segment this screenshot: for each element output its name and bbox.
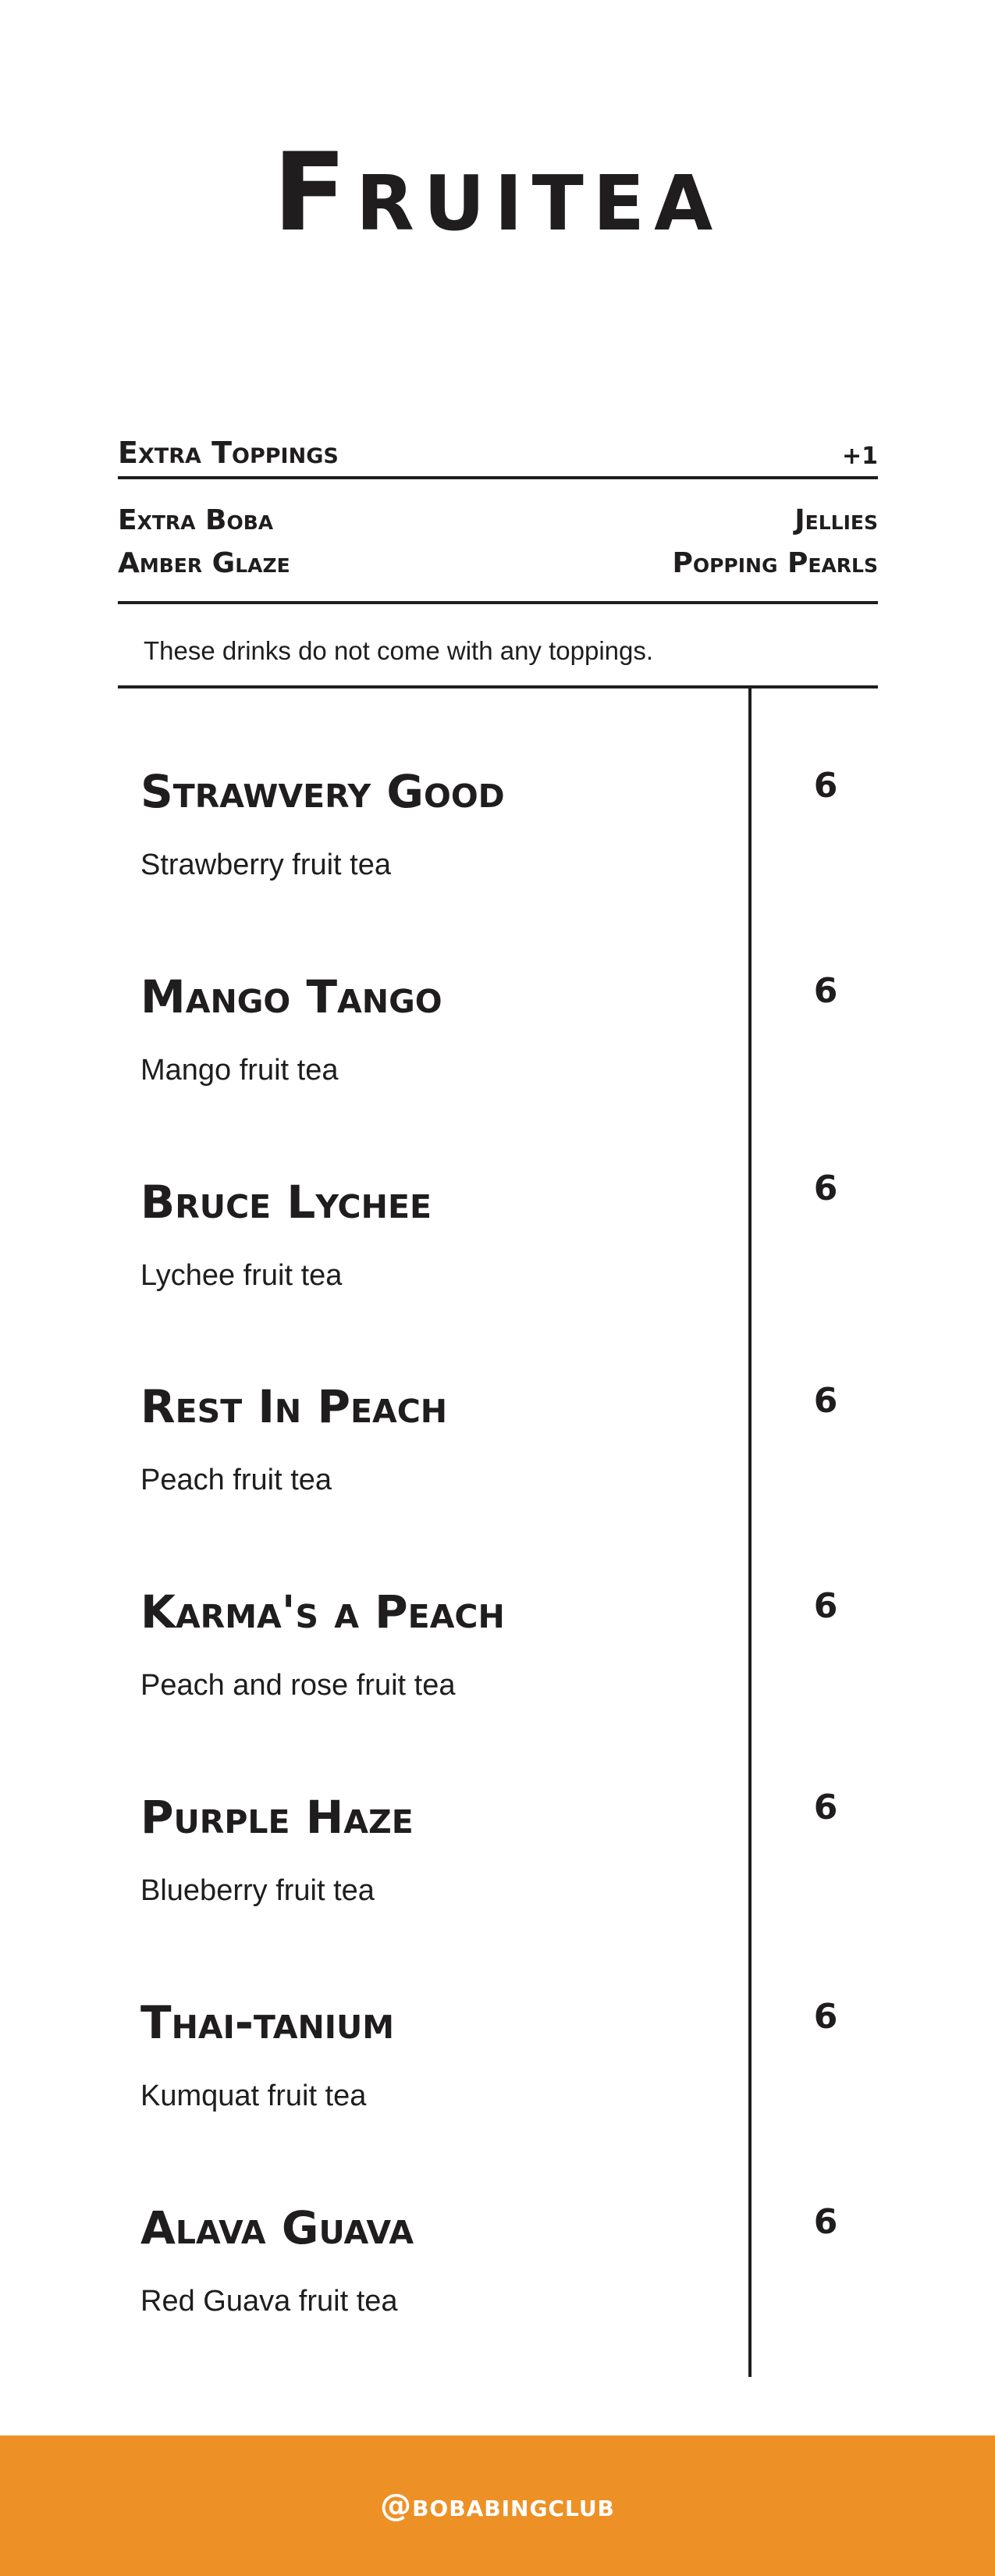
menu-item [140,2201,878,2361]
menu-item-description: Peach and rose fruit tea [140,1669,456,1702]
social-handle: @bobabingclub [380,2488,615,2524]
menu-item-name: Strawvery Good [140,765,505,818]
menu-item-description: Red Guava fruit tea [140,2285,398,2318]
menu-item-description: Strawberry fruit tea [140,849,391,881]
page-title: Fruitea [272,130,723,255]
toppings-header [118,437,878,479]
menu-item-name: Karma's a Peach [140,1585,505,1638]
menu-item-price: 6 [813,1586,838,1626]
topping-item: Popping Pearls [672,547,878,579]
menu-item [140,1169,878,1336]
menu-item-price: 6 [813,1997,838,2037]
topping-item: Jellies [794,504,878,536]
menu-item-description: Lychee fruit tea [140,1259,343,1292]
menu-item-price: 6 [813,971,838,1011]
menu-item-name: Mango Tango [140,970,442,1023]
menu-item-price: 6 [813,1169,838,1208]
footer-bar [0,2435,995,2576]
toppings-price: +1 [841,443,878,470]
menu-item-price: 6 [813,2202,838,2242]
toppings-note: These drinks do not come with any toppings. [118,618,878,688]
menu-item-description: Kumquat fruit tea [140,2080,367,2112]
topping-item: Extra Boba [118,504,274,536]
toppings-heading: Extra Toppings [118,436,339,470]
menu-item [140,1585,878,1745]
menu-item [140,1788,878,1951]
menu-item-name: Bruce Lychee [140,1176,432,1229]
topping-item: Amber Glaze [118,547,290,579]
menu-item-name: Purple Haze [140,1791,414,1844]
menu-item [140,765,878,925]
menu-item [140,1996,878,2156]
menu-item-name: Rest In Peach [140,1380,448,1433]
menu-item-description: Blueberry fruit tea [140,1874,375,1907]
toppings-section [118,437,878,604]
menu-item-description: Mango fruit tea [140,1054,339,1087]
toppings-list [118,479,878,604]
menu-item [140,970,878,1130]
menu-item-price: 6 [813,766,838,806]
menu-item-price: 6 [813,1381,838,1421]
menu-item-name: Alava Guava [140,2201,414,2254]
menu-item [140,1380,878,1540]
menu-item-description: Peach fruit tea [140,1464,332,1496]
menu-item-price: 6 [813,1788,838,1827]
menu-item-name: Thai-tanium [140,1996,395,2049]
